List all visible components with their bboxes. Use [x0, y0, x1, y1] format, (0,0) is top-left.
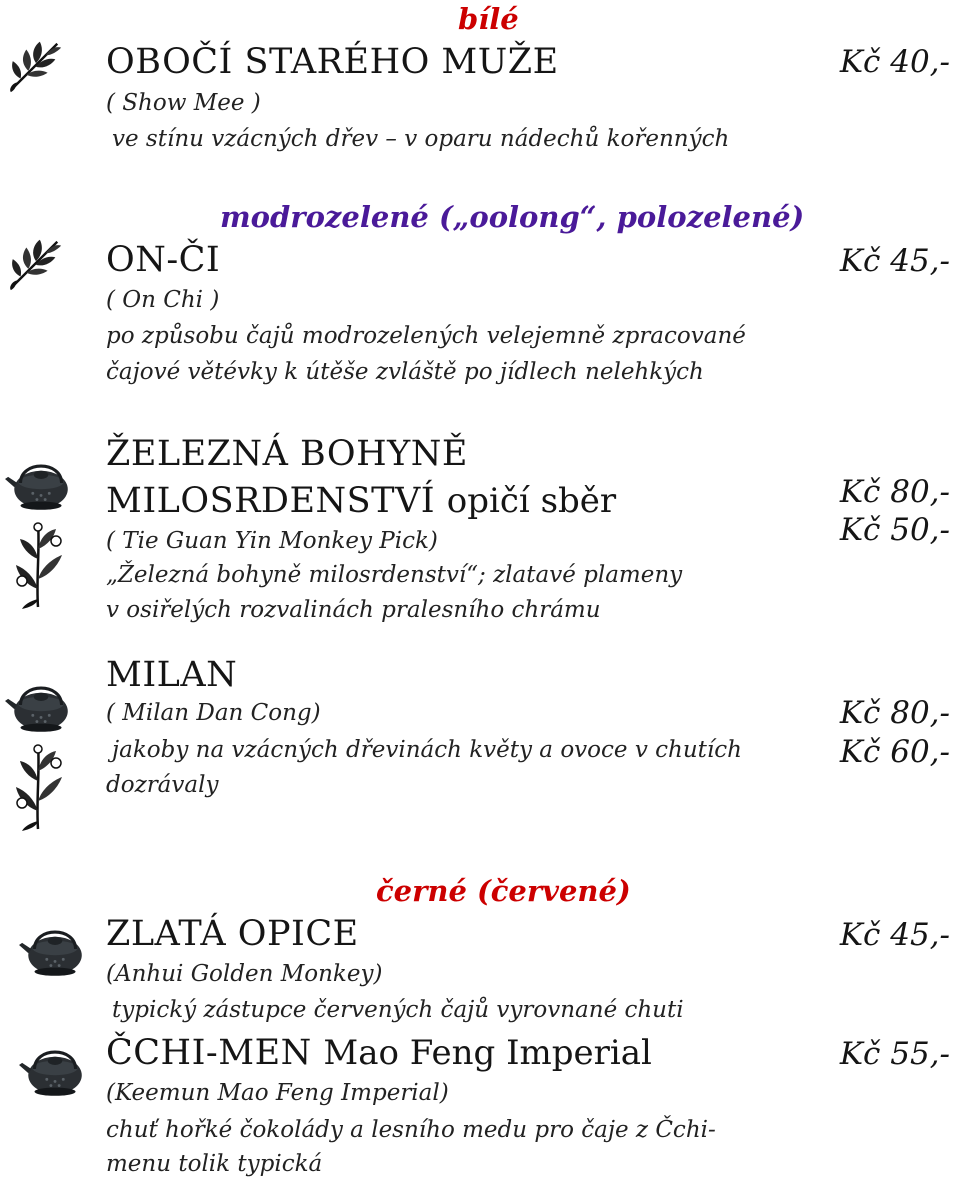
tea-description-line-2: dozrávaly — [106, 772, 219, 798]
tea-flower-branch-icon — [8, 516, 68, 612]
category-heading-white: bílé — [458, 2, 519, 36]
tea-name-upper: ČCHI-MEN — [106, 1033, 312, 1073]
tea-description: typický zástupce červených čajů vyrovnané chuti — [112, 997, 684, 1023]
teapot-icon — [4, 668, 76, 738]
tea-description: ve stínu vzácných dřev – v oparu nádechů kořenných — [112, 126, 730, 152]
tea-name-mixed: Mao Feng Imperial — [323, 1033, 652, 1073]
tea-branch-icon — [6, 234, 66, 292]
tea-latin-name: (Anhui Golden Monkey) — [106, 961, 383, 987]
tea-price: Kč 45,- — [839, 243, 950, 279]
tea-flower-branch-icon — [8, 738, 68, 834]
tea-price: Kč 40,- — [839, 44, 950, 80]
tea-name-line-2 — [106, 481, 616, 521]
teapot-icon — [18, 912, 90, 982]
teapot-icon — [4, 446, 76, 516]
category-heading-oolong: modrozelené („oolong“, polozelené) — [220, 200, 805, 234]
tea-description-line-2: v osiřelých rozvalinách pralesního chrámu — [106, 597, 601, 623]
tea-name — [106, 1033, 652, 1073]
tea-description-line-1: chuť hořké čokolády a lesního medu pro čaje z Čchi- — [106, 1117, 716, 1143]
tea-name-upper: MILOSRDENSTVÍ — [106, 481, 436, 521]
category-heading-black: černé (červené) — [376, 874, 631, 908]
tea-latin-name: ( On Chi ) — [106, 287, 220, 313]
tea-branch-icon — [6, 36, 66, 94]
tea-name-line-1: ŽELEZNÁ BOHYNĚ — [106, 434, 468, 474]
tea-description-line-1: po způsobu čajů modrozelených velejemně zpracované — [106, 323, 746, 349]
tea-price: Kč 45,- — [839, 917, 950, 953]
tea-latin-name: ( Milan Dan Cong) — [106, 700, 321, 726]
tea-description-line-2: čajové větévky k útěše zvláště po jídlech nelehkých — [106, 359, 704, 385]
tea-latin-name: (Keemun Mao Feng Imperial) — [106, 1080, 449, 1106]
tea-price: Kč 55,- — [839, 1036, 950, 1072]
tea-description-line-2: menu tolik typická — [106, 1151, 323, 1177]
tea-price-2: Kč 60,- — [839, 734, 950, 770]
tea-price-2: Kč 50,- — [839, 512, 950, 548]
tea-latin-name: ( Tie Guan Yin Monkey Pick) — [106, 528, 438, 554]
tea-price-1: Kč 80,- — [839, 695, 950, 731]
tea-latin-name: ( Show Mee ) — [106, 90, 261, 116]
tea-name: MILAN — [106, 655, 238, 695]
tea-name: ON-ČI — [106, 240, 221, 280]
tea-price-1: Kč 80,- — [839, 474, 950, 510]
tea-name: ZLATÁ OPICE — [106, 914, 359, 954]
teapot-icon — [18, 1032, 90, 1102]
tea-name-lower: opičí sběr — [446, 481, 617, 521]
tea-description-line-1: jakoby na vzácných dřevinách květy a ovoce v chutích — [112, 737, 742, 763]
tea-name: OBOČÍ STARÉHO MUŽE — [106, 42, 559, 82]
tea-description-line-1: „Železná bohyně milosrdenství“; zlatavé plameny — [106, 562, 683, 588]
